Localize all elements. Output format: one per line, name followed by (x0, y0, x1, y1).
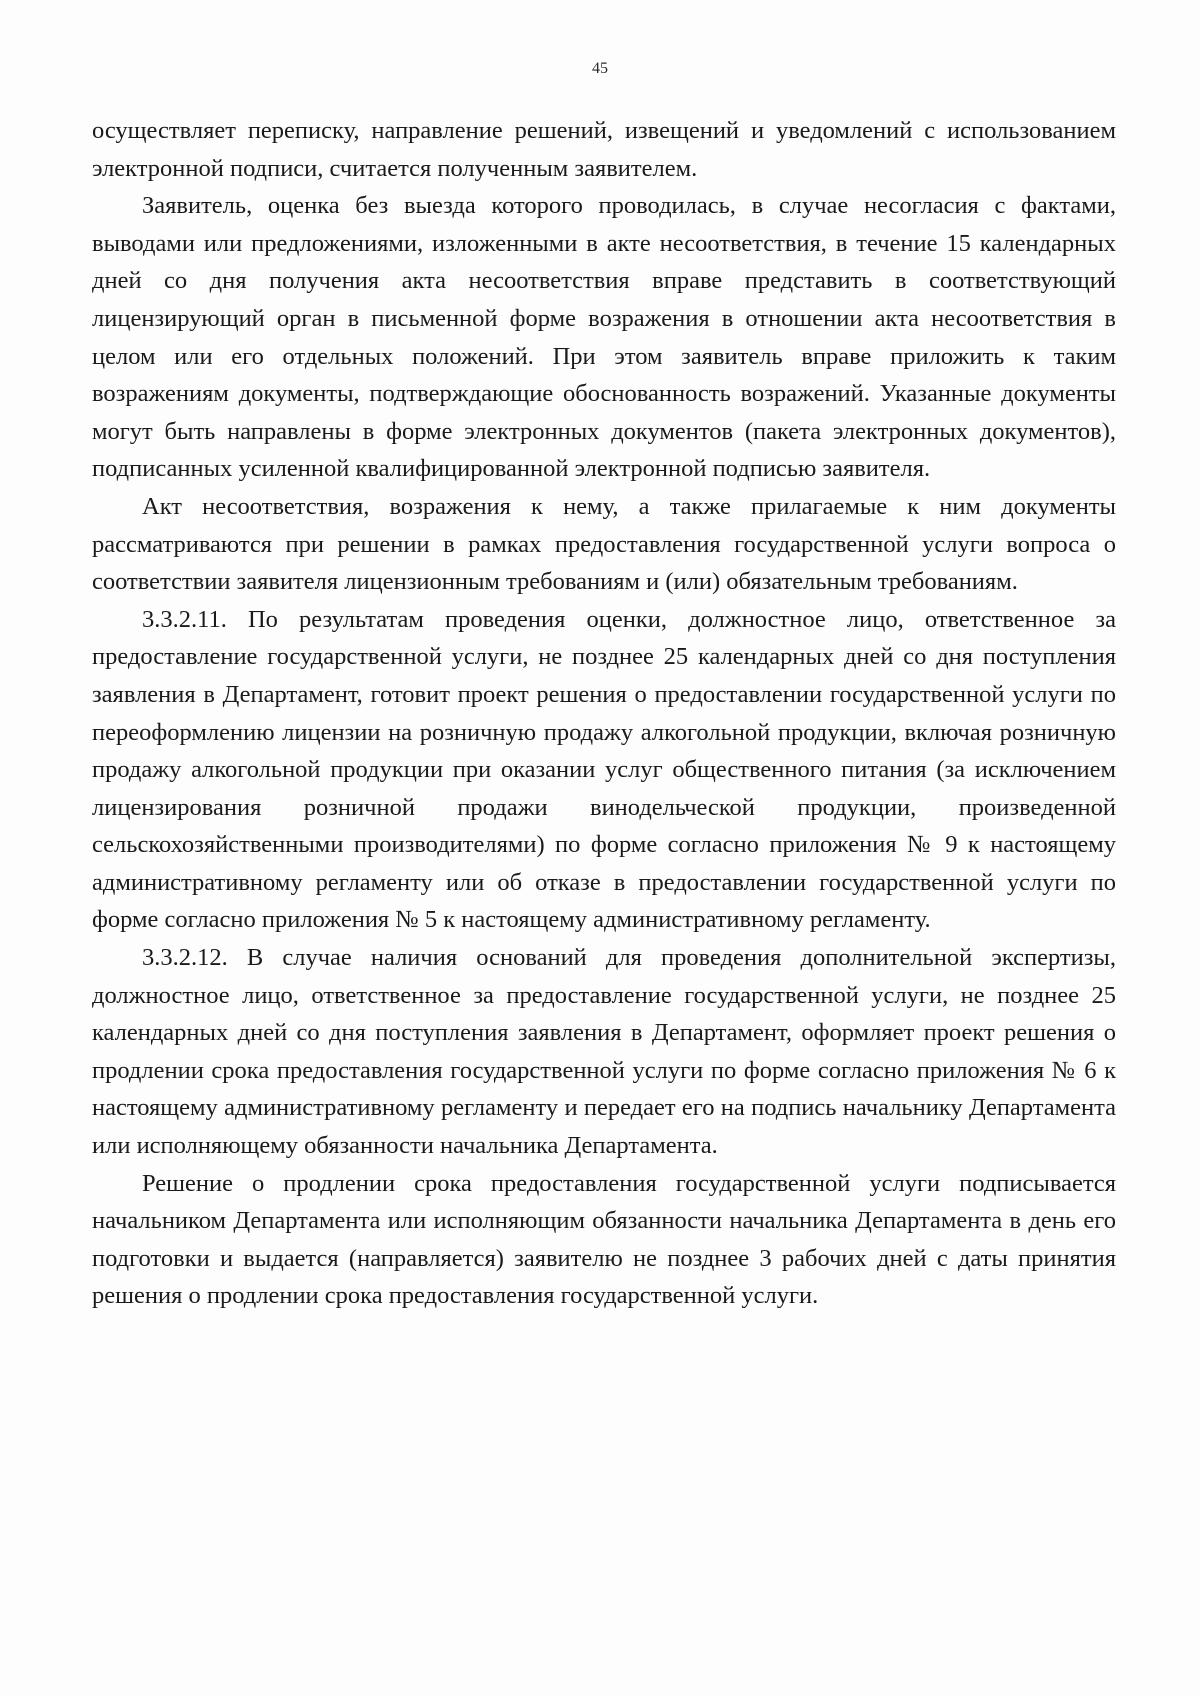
paragraph-continuation: осуществляет переписку, направление решений, извещений и уведомлений с использованием электронной подписи, считается полученным заявителем. (92, 117, 1116, 182)
paragraph-extension-decision: Решение о продлении срока предоставления государственной услуги подписывается начальником Департамента или исполняющим обязанности начальника Департамента в день его подготовки и выдается (направляется) заявителю не позднее 3 рабочих дней с даты принятия решения о продлении срока предоставления государственной услуги. (92, 1169, 1116, 1310)
page-number: 45 (592, 60, 608, 77)
paragraph-objections: Заявитель, оценка без выезда которого проводилась, в случае несогласия с фактами, выводами или предложениями, изложенными в акте несоответствия, в течение 15 календарных дней со дня получения акта несоответствия вправе представить в соответствующий лицензирующий орган в письменной форме возражения в отношении акта несоответствия в целом или его отдельных положений. При этом заявитель вправе приложить к таким возражениям документы, подтверждающие обоснованность возражений. Указанные документы могут быть направлены в форме электронных документов (пакета электронных документов), подписанных усиленной квалифицированной электронной подписью заявителя. (92, 192, 1116, 483)
paragraph-3-3-2-11: 3.3.2.11. По результатам проведения оценки, должностное лицо, ответственное за предоставление государственной услуги, не позднее 25 календарных дней со дня поступления заявления в Департамент, готовит проект решения о предоставлении государственной услуги по переоформлению лицензии на розничную продажу алкогольной продукции, включая розничную продажу алкогольной продукции при оказании услуг общественного питания (за исключением лицензирования розничной продажи винодельческой продукции, произведенной сельскохозяйственными производителями) по форме согласно приложения № 9 к настоящему административному регламенту или об отказе в предоставлении государственной услуги по форме согласно приложения № 5 к настоящему административному регламенту. (92, 605, 1116, 934)
paragraph-act-review: Акт несоответствия, возражения к нему, а также прилагаемые к ним документы рассматриваются при решении в рамках предоставления государственной услуги вопроса о соответствии заявителя лицензионным требованиям и (или) обязательным требованиям. (92, 492, 1116, 596)
document-body (92, 112, 1116, 1315)
paragraph-3-3-2-12: 3.3.2.12. В случае наличия оснований для проведения дополнительной экспертизы, должностное лицо, ответственное за предоставление государственной услуги, не позднее 25 календарных дней со дня поступления заявления в Департамент, оформляет проект решения о продлении срока предоставления государственной услуги по форме согласно приложения № 6 к настоящему административному регламенту и передает его на подпись начальнику Департамента или исполняющему обязанности начальника Департамента. (92, 944, 1116, 1160)
